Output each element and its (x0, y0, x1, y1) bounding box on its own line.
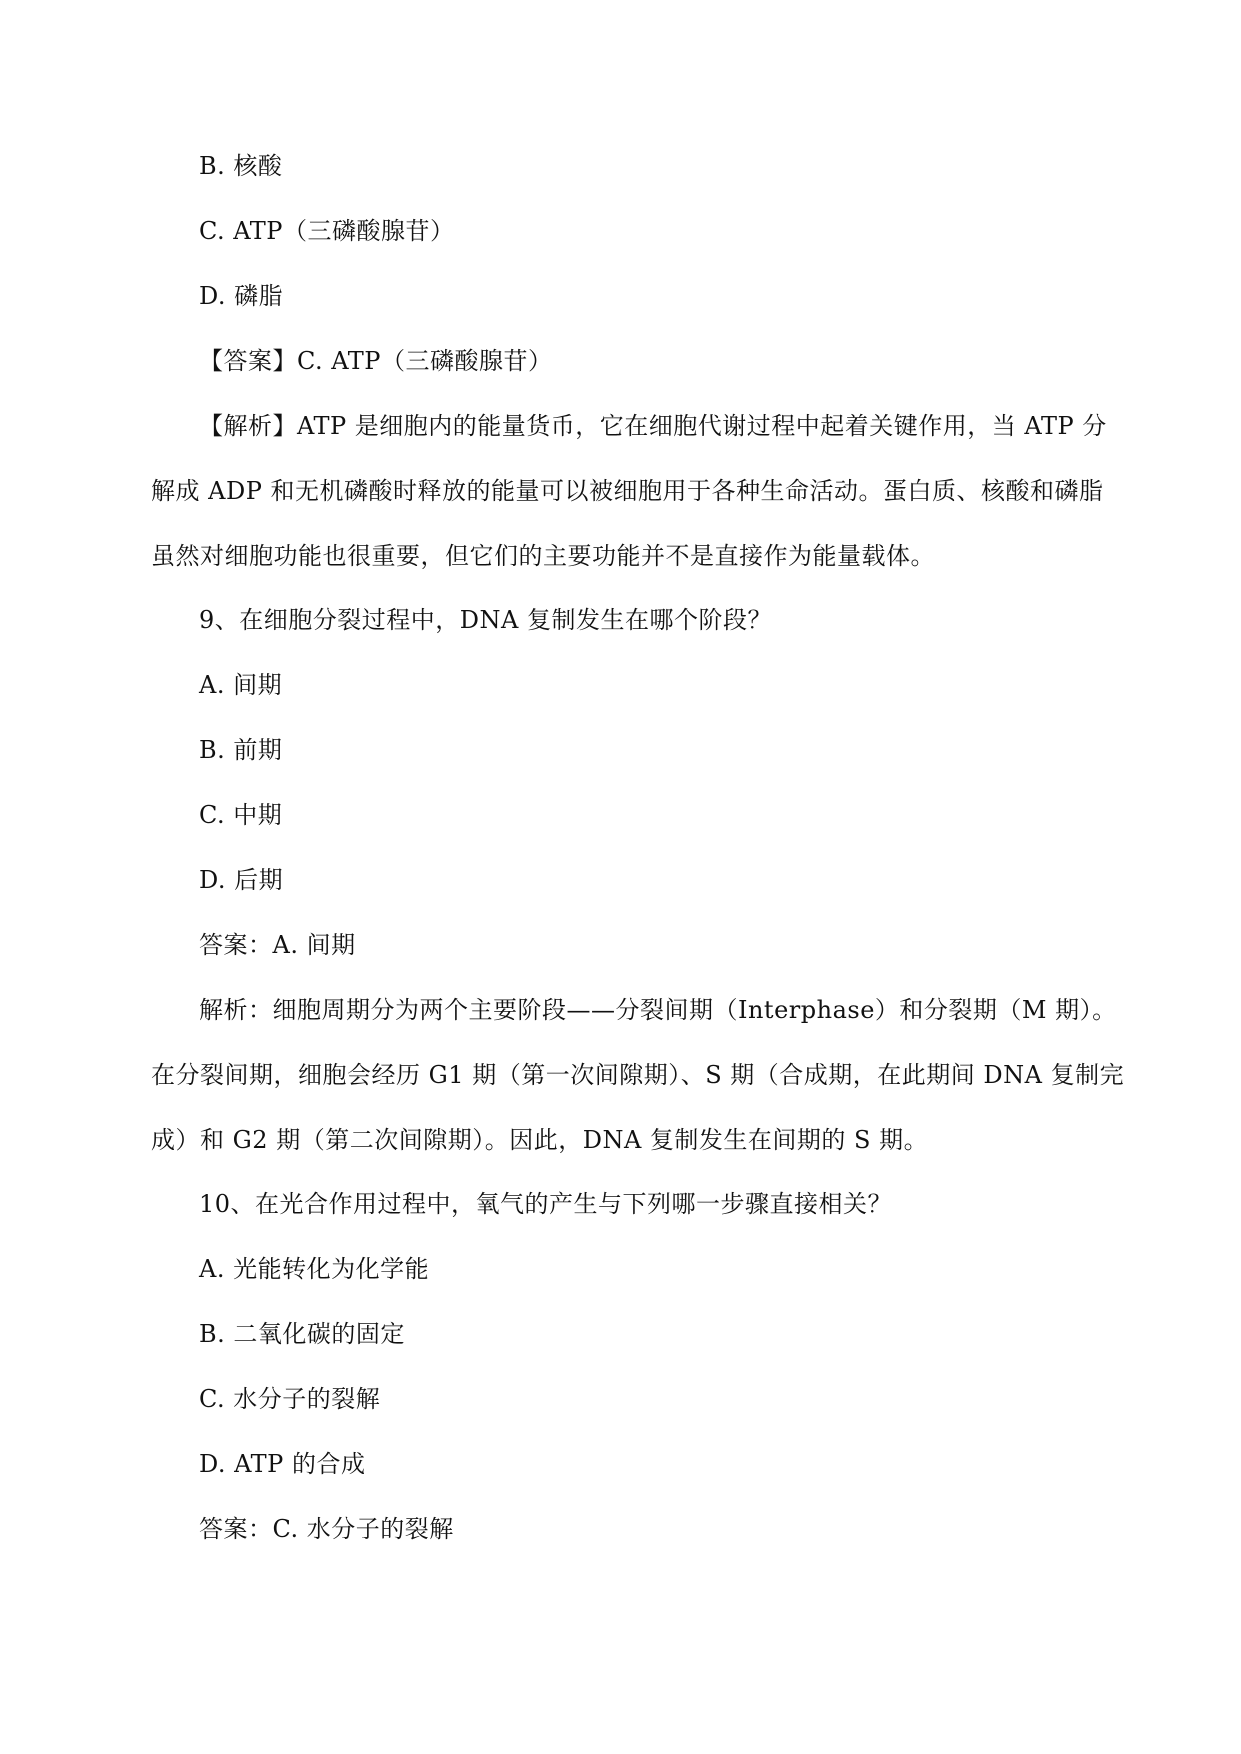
q9-option-b: B. 前期 (199, 736, 283, 764)
q10-option-c: C. 水分子的裂解 (199, 1385, 381, 1413)
q9-option-a: A. 间期 (199, 671, 283, 699)
q9-option-c: C. 中期 (199, 801, 283, 829)
q9-option-d: D. 后期 (199, 866, 284, 894)
q9-question: 9、在细胞分裂过程中，DNA 复制发生在哪个阶段？ (199, 606, 772, 634)
q8-option-c: C. ATP（三磷酸腺苷） (199, 217, 455, 245)
q9-analysis-line-2: 在分裂间期，细胞会经历 G1 期（第一次间隙期）、S 期（合成期，在此期间 DNA 复制完 (151, 1061, 1125, 1089)
q8-answer: 【答案】C. ATP（三磷酸腺苷） (199, 347, 553, 375)
q10-answer: 答案：C. 水分子的裂解 (199, 1515, 454, 1543)
q10-option-d: D. ATP 的合成 (199, 1450, 366, 1478)
q9-analysis-line-3: 成）和 G2 期（第二次间隙期）。因此，DNA 复制发生在间期的 S 期。 (151, 1126, 929, 1154)
q10-option-b: B. 二氧化碳的固定 (199, 1320, 405, 1348)
q10-option-a: A. 光能转化为化学能 (199, 1255, 430, 1283)
q8-analysis-line-3: 虽然对细胞功能也很重要，但它们的主要功能并不是直接作为能量载体。 (151, 542, 935, 570)
q8-analysis-line-1: 【解析】ATP 是细胞内的能量货币，它在细胞代谢过程中起着关键作用，当 ATP 分 (199, 412, 1107, 440)
q10-question: 10、在光合作用过程中，氧气的产生与下列哪一步骤直接相关？ (199, 1190, 893, 1218)
q8-option-d: D. 磷脂 (199, 282, 284, 310)
q8-option-b: B. 核酸 (199, 152, 283, 180)
q9-analysis-line-1: 解析：细胞周期分为两个主要阶段——分裂间期（Interphase）和分裂期（M 期）。 (199, 996, 1117, 1024)
q8-analysis-line-2: 解成 ADP 和无机磷酸时释放的能量可以被细胞用于各种生命活动。蛋白质、核酸和磷脂 (151, 477, 1104, 505)
q9-answer: 答案：A. 间期 (199, 931, 356, 959)
